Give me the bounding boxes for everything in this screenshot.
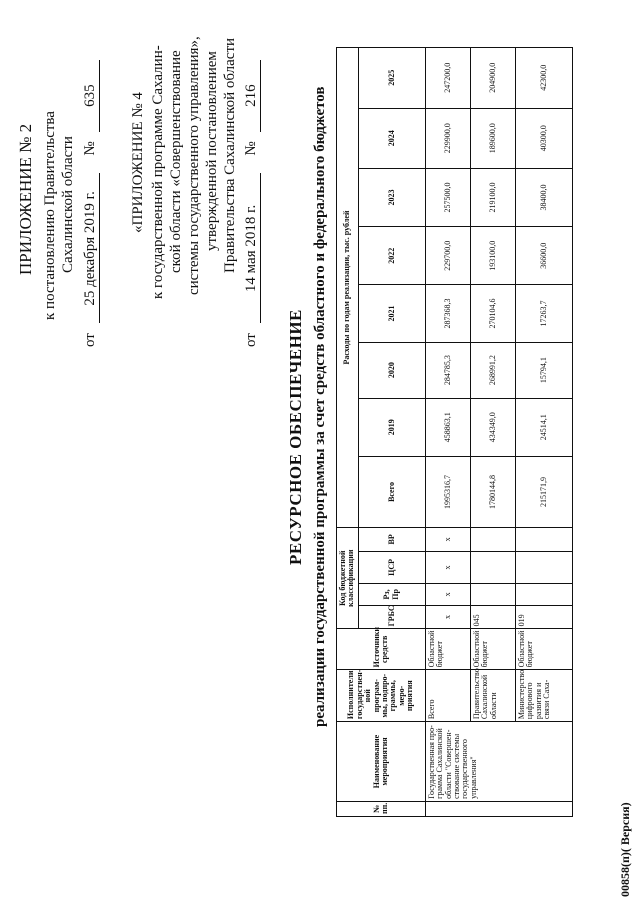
appendix-2-line2: Сахалинской области	[60, 136, 76, 273]
appendix-4-number-label: №	[243, 141, 259, 156]
col-num: № пп.	[337, 801, 426, 816]
col-expenses: Расходы по годам реализации, тыс. рублей	[337, 48, 359, 528]
table-row	[515, 48, 572, 817]
col-2021: 2021	[358, 285, 425, 342]
source-cell: Областной бюджет	[515, 629, 572, 670]
rzpr-cell	[515, 584, 572, 606]
value-2023-cell: 38400,0	[515, 168, 572, 226]
appendix-2-number: 635	[82, 60, 100, 132]
csr-cell	[515, 551, 572, 583]
col-2022: 2022	[358, 227, 425, 285]
value-2022-cell: 193100,0	[470, 227, 515, 285]
program-name-cell: Государственная про-грамма Сахалинской области "Совершен-ствование системы государственного управления"	[425, 722, 572, 802]
appendix-4-number: 216	[243, 60, 261, 132]
value-2022-cell: 36600,0	[515, 227, 572, 285]
col-executors: Исполнители государствен-ной програм-мы, подпро-граммы, меро-приятия	[337, 670, 426, 722]
appendix-2-date-row	[82, 60, 100, 347]
col-2025: 2025	[358, 48, 425, 109]
source-cell: Областной бюджет	[425, 629, 470, 670]
value-2025-cell: 42300,0	[515, 48, 572, 109]
vr-cell	[515, 528, 572, 552]
appendix-4-line3: системы государственного управления»,	[186, 36, 202, 295]
executor-cell: Всего	[425, 670, 470, 722]
total-cell: 1780144,8	[470, 456, 515, 527]
appendix-4-date: 14 мая 2018 г.	[243, 173, 261, 323]
grbs-cell: 045	[470, 605, 515, 629]
value-2020-cell: 284785,3	[425, 342, 470, 398]
grbs-cell: х	[425, 605, 470, 629]
total-cell: 1995316,7	[425, 456, 470, 527]
col-budget-codes: Код бюджетной классификации	[337, 528, 359, 629]
document-title: РЕСУРСНОЕ ОБЕСПЕЧЕНИЕ	[286, 309, 305, 565]
value-2023-cell: 219100,0	[470, 168, 515, 226]
value-2021-cell: 270104,6	[470, 285, 515, 342]
row-num-cell	[425, 801, 572, 816]
value-2021-cell: 17263,7	[515, 285, 572, 342]
value-2019-cell: 434349,0	[470, 398, 515, 456]
col-grbs: ГРБС	[358, 605, 425, 629]
rzpr-cell: х	[425, 584, 470, 606]
table-row	[425, 48, 470, 817]
appendix-4-line4: утвержденной постановлением	[204, 51, 220, 251]
col-name: Наименование мероприятия	[337, 722, 426, 802]
col-2020: 2020	[358, 342, 425, 398]
rzpr-cell	[470, 584, 515, 606]
table-row	[470, 48, 515, 817]
grbs-cell: 019	[515, 605, 572, 629]
col-total: Всего	[358, 456, 425, 527]
col-2019: 2019	[358, 398, 425, 456]
vr-cell: х	[425, 528, 470, 552]
appendix-4-line2: ской области «Совершенствование	[168, 50, 184, 273]
col-sources: Источники средств	[337, 629, 426, 670]
col-2024: 2024	[358, 108, 425, 168]
col-2023: 2023	[358, 168, 425, 226]
value-2023-cell: 257500,0	[425, 168, 470, 226]
appendix-4-date-row	[243, 60, 261, 347]
value-2025-cell: 204900,0	[470, 48, 515, 109]
resource-table	[336, 47, 573, 817]
vr-cell	[470, 528, 515, 552]
value-2019-cell: 24514,1	[515, 398, 572, 456]
value-2025-cell: 247200,0	[425, 48, 470, 109]
value-2022-cell: 229700,0	[425, 227, 470, 285]
appendix-4-title: «ПРИЛОЖЕНИЕ № 4	[130, 92, 146, 233]
csr-cell: х	[425, 551, 470, 583]
source-cell: Областной бюджет	[470, 629, 515, 670]
value-2024-cell: 40300,0	[515, 108, 572, 168]
appendix-2-line1: к постановлению Правительства	[42, 111, 58, 320]
appendix-2-title: ПРИЛОЖЕНИЕ № 2	[16, 123, 35, 275]
header-row-1	[337, 48, 359, 817]
value-2021-cell: 287368,3	[425, 285, 470, 342]
total-cell: 215171,9	[515, 456, 572, 527]
csr-cell	[470, 551, 515, 583]
appendix-2-from-label: от	[82, 333, 98, 347]
executor-cell: Правительство Сахалинской области	[470, 670, 515, 722]
col-vr: ВР	[358, 528, 425, 552]
value-2024-cell: 189600,0	[470, 108, 515, 168]
appendix-4-line5: Правительства Сахалинской области	[222, 37, 238, 273]
col-csr: ЦСР	[358, 551, 425, 583]
value-2020-cell: 268991,2	[470, 342, 515, 398]
document-subtitle: реализации государственной программы за счет средств областного и федерального бюджетов	[312, 86, 328, 727]
appendix-2-number-label: №	[82, 141, 98, 156]
executor-cell: Министерство цифрового развития и связи Саха-	[515, 670, 572, 722]
appendix-2-date: 25 декабря 2019 г.	[82, 173, 100, 323]
appendix-4-from-label: от	[243, 333, 259, 347]
value-2020-cell: 15794,1	[515, 342, 572, 398]
col-rzpr: Рз, Пр	[358, 584, 425, 606]
value-2024-cell: 229900,0	[425, 108, 470, 168]
appendix-4-line1: к государственной программе Сахалин-	[150, 45, 166, 299]
value-2019-cell: 458863,1	[425, 398, 470, 456]
footer-version-code: 00858(п)( Версия)	[618, 802, 632, 897]
